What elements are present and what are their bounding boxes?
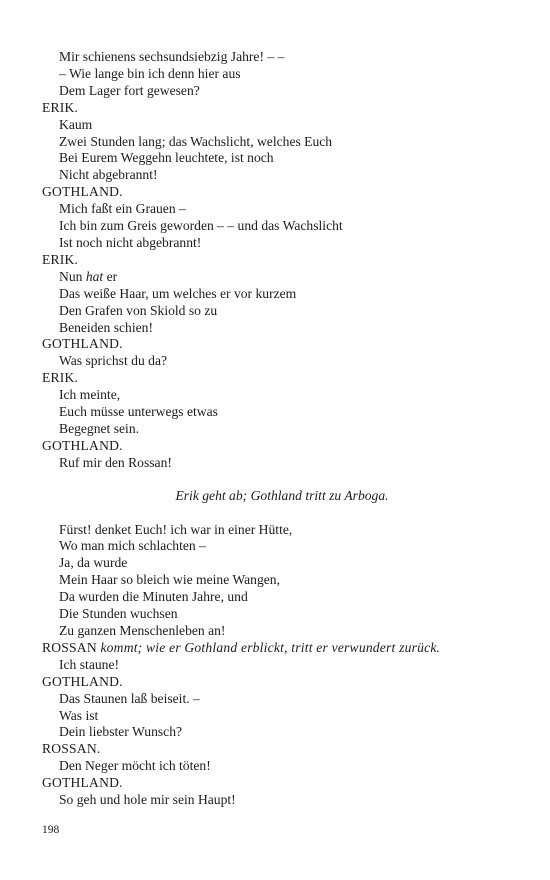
verse-line: Wo man mich schlachten – xyxy=(59,538,206,554)
speaker-gothland: GOTHLAND. xyxy=(42,184,123,200)
verse-line: Bei Eurem Weggehn leuchtete, ist noch xyxy=(59,150,274,166)
verse-line: Begegnet sein. xyxy=(59,420,140,436)
verse-line: Fürst! denket Euch! ich war in einer Hütte, xyxy=(59,521,293,537)
verse-text: Nun xyxy=(59,268,86,284)
speaker-erik: ERIK. xyxy=(42,251,79,267)
verse-line: Ich meinte, xyxy=(59,387,121,403)
verse-line: Zwei Stunden lang; das Wachslicht, welches Euch xyxy=(59,133,333,149)
verse-line: Den Grafen von Skiold so zu xyxy=(59,302,218,318)
verse-line: Euch müsse unterwegs etwas xyxy=(59,404,218,420)
verse-line: – Wie lange bin ich denn hier aus xyxy=(59,65,241,81)
page-number: 198 xyxy=(42,824,60,836)
verse-line: Dein liebster Wunsch? xyxy=(59,724,183,740)
speaker-rossan: ROSSAN. xyxy=(42,741,101,757)
stage-direction: Erik geht ab; Gothland tritt zu Arboga. xyxy=(175,487,389,503)
verse-line: Ich staune! xyxy=(59,656,120,672)
verse-line: Das Staunen laß beiseit. – xyxy=(59,690,200,706)
speaker-rossan-with-direction xyxy=(42,640,522,657)
verse-text: er xyxy=(103,268,118,284)
speaker-gothland: GOTHLAND. xyxy=(42,673,123,689)
verse-line: Was ist xyxy=(59,707,99,723)
speaker-erik: ERIK. xyxy=(42,370,79,386)
verse-line: Dem Lager fort gewesen? xyxy=(59,82,200,98)
verse-line: Kaum xyxy=(59,116,93,132)
speaker-gothland: GOTHLAND. xyxy=(42,336,123,352)
drama-text xyxy=(42,49,522,809)
verse-line: Mein Haar so bleich wie meine Wangen, xyxy=(59,572,280,588)
verse-line: Mir schienens sechsundsiebzig Jahre! – – xyxy=(59,49,285,64)
emphasized-word: hat xyxy=(85,268,104,284)
verse-line: Das weiße Haar, um welches er vor kurzem xyxy=(59,285,297,301)
verse-line: Ja, da wurde xyxy=(59,555,128,571)
verse-line: Zu ganzen Menschenleben an! xyxy=(59,623,226,638)
verse-line: Ist noch nicht abgebrannt! xyxy=(59,234,202,250)
speaker-rossan: ROSSAN xyxy=(42,639,97,655)
speaker-erik: ERIK. xyxy=(42,99,79,115)
verse-line: Was sprichst du da? xyxy=(59,353,168,369)
verse-line xyxy=(42,269,522,286)
verse-line: Da wurden die Minuten Jahre, und xyxy=(59,589,248,605)
inline-stage-direction: kommt; wie er Gothland erblickt, tritt er verwundert zurück. xyxy=(96,639,441,655)
verse-line: Ruf mir den Rossan! xyxy=(59,454,172,470)
verse-line: Nicht abgebrannt! xyxy=(59,167,158,183)
speaker-gothland: GOTHLAND. xyxy=(42,437,123,453)
verse-line: Den Neger möcht ich töten! xyxy=(59,758,211,774)
verse-line: Die Stunden wuchsen xyxy=(59,606,178,622)
verse-line: Beneiden schien! xyxy=(59,319,153,335)
verse-line: Ich bin zum Greis geworden – – und das Wachslicht xyxy=(59,218,343,234)
verse-line: Mich faßt ein Grauen – xyxy=(59,201,186,217)
speaker-gothland: GOTHLAND. xyxy=(42,775,123,791)
verse-line: So geh und hole mir sein Haupt! xyxy=(59,792,236,808)
